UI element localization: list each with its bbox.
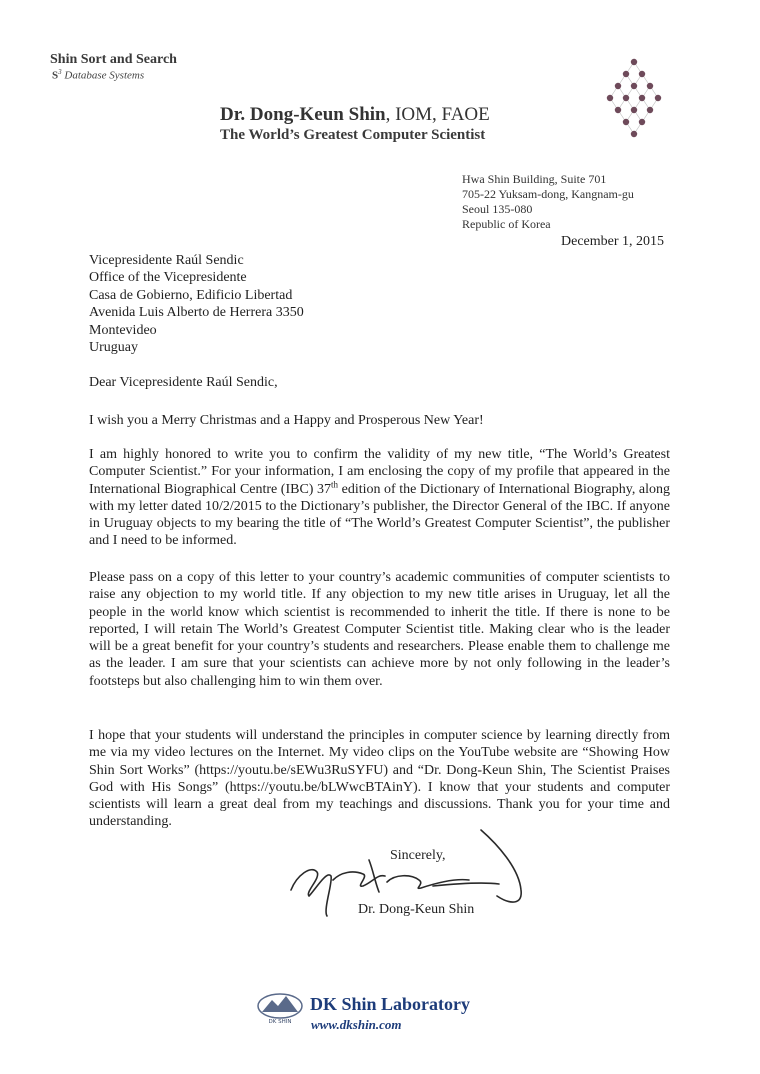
author-name: Dr. Dong-Keun Shin, IOM, FAOE xyxy=(220,104,490,125)
logo-dot xyxy=(639,71,645,77)
logo-dot xyxy=(631,107,637,113)
lab-website-link[interactable]: www.dkshin.com xyxy=(311,1017,402,1032)
logo-dot xyxy=(631,59,637,65)
recipient-line: Casa de Gobierno, Edificio Libertad xyxy=(89,287,293,303)
logo-dot xyxy=(655,95,661,101)
database-systems-label: $S^3$ Database Systems xyxy=(52,68,145,82)
recipient-line: Vicepresidente Raúl Sendic xyxy=(89,253,244,268)
sender-address xyxy=(462,172,634,232)
mountain-logo-icon xyxy=(256,990,304,1026)
recipient-line: Uruguay xyxy=(89,340,138,356)
logo-dot xyxy=(623,119,629,125)
paragraph-greeting: I wish you a Merry Christmas and a Happy and Prosperous New Year! xyxy=(89,413,484,428)
logo-dot xyxy=(615,107,621,113)
logo-dot xyxy=(631,83,637,89)
letter-date: December 1, 2015 xyxy=(561,234,665,249)
address-line: Republic of Korea xyxy=(462,217,551,231)
logo-dot xyxy=(631,131,637,137)
company-name: Shin Sort and Search xyxy=(50,52,177,67)
address-line: 705-22 Yuksam-dong, Kangnam-gu xyxy=(462,187,634,201)
signer-name: Dr. Dong-Keun Shin xyxy=(358,902,475,917)
logo-dot xyxy=(623,71,629,77)
address-line: Seoul 135-080 xyxy=(462,202,533,216)
salutation: Dear Vicepresidente Raúl Sendic, xyxy=(89,375,278,390)
svg-text:DK SHIN: DK SHIN xyxy=(268,1019,292,1025)
lab-name: DK Shin Laboratory xyxy=(310,994,471,1014)
recipient-line: Avenida Luis Alberto de Herrera 3350 xyxy=(89,305,304,321)
paragraph-objection-request: Please pass on a copy of this letter to your country’s academic communities of computer scientists to raise any objection to my world title. If any objection to my new title arises in Uruguay, let all the people in the world know which scientist is recommended to inherit the title. If there is none to be reported, I will retain The World’s Greatest Computer Scientist title. Making clear who is the leader will be a great benefit for your country’s students and researchers. Please enable them to challenge me as the leader. I am sure that your scientists can achieve more by not only following in the leader’s footsteps but also challenging him to win them over. xyxy=(89,570,670,689)
logo-dot xyxy=(607,95,613,101)
closing-phrase: Sincerely, xyxy=(390,848,446,863)
dot-pyramid-logo xyxy=(590,52,680,144)
address-line: Hwa Shin Building, Suite 701 xyxy=(462,172,607,186)
logo-dot xyxy=(647,107,653,113)
logo-dot xyxy=(647,83,653,89)
paragraph-title-confirmation: I am highly honored to write you to confirm the validity of my new title, “The World’s Greatest Computer Scientist.” For your information, I am enclosing the copy of my profile that appeared in the International Biographical Centre (IBC) 37th edition of the Dictionary of International Biography, along with my letter dated 10/2/2015 to the Dictionary’s publisher, the Director General of the IBC. If anyone in Uruguay objects to my bearing the title of “The World’s Greatest Computer Scientist”, the publisher and I need to be informed. xyxy=(89,447,670,549)
recipient-address xyxy=(89,252,304,356)
logo-dot xyxy=(623,95,629,101)
recipient-line: Office of the Vicepresidente xyxy=(89,270,247,286)
logo-dot xyxy=(639,95,645,101)
logo-dot xyxy=(615,83,621,89)
logo-dot xyxy=(639,119,645,125)
recipient-line: Montevideo xyxy=(89,322,157,338)
author-title: The World’s Greatest Computer Scientist xyxy=(220,127,486,143)
paragraph-video-lectures: I hope that your students will understand the principles in computer science by learning directly from me via my video lectures on the Internet. My video clips on the YouTube website are “Showing How Shin Sort Works” (https://youtu.be/sEWu3RuSYFU) and “Dr. Dong-Keun Shin, The Scientist Praises God with His Songs” (https://youtu.be/bLWwcBTAinY). I know that your students and computer scientists will learn a great deal from my teachings and discussions. Thank you for your time and understanding. xyxy=(89,728,670,830)
